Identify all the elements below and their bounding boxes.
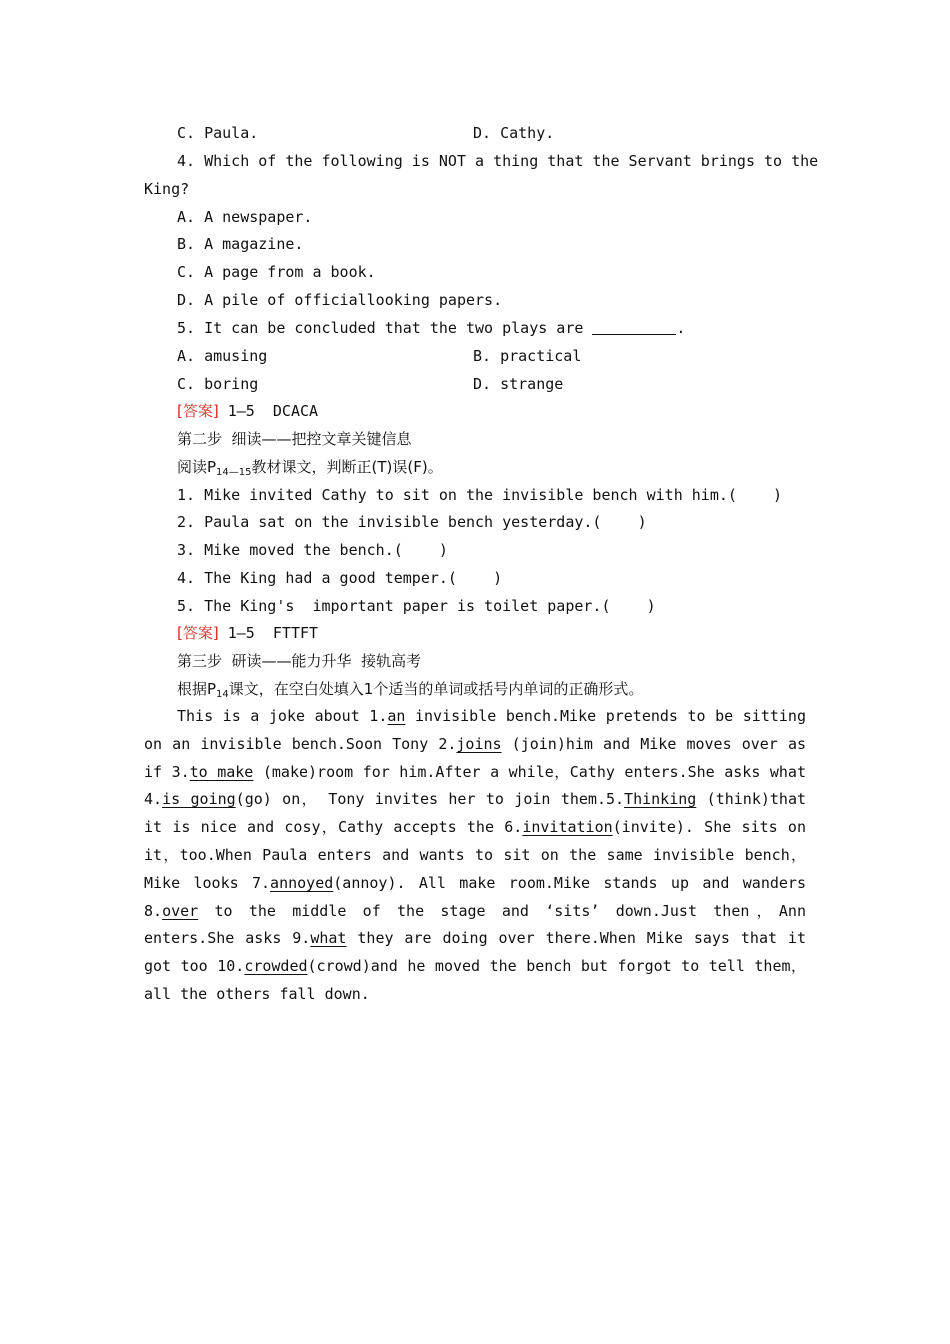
passage-text: (think)that it is nice and cosy，Cathy accepts the 6. — [144, 790, 807, 837]
answer-7: annoyed — [270, 873, 334, 892]
q5-option-d: D. strange — [473, 375, 564, 393]
step3-heading: 第三步 研读——能力升华 接轨高考 — [177, 652, 422, 670]
q5-answer-blank — [592, 320, 676, 335]
q5-stem-text: 5. It can be concluded that the two plays are — [177, 319, 584, 337]
instr-prefix: 根据P — [177, 680, 217, 698]
q5-option-c: C. boring — [177, 375, 259, 393]
passage-text: invisible bench.Mike pretends to be sitting on an invisible bench.Soon Tony 2. — [144, 707, 806, 753]
answer-9: what — [310, 929, 347, 948]
answer-key-1 — [177, 401, 318, 421]
q3-option-d: D. Cathy. — [473, 124, 555, 142]
step3-instruction — [177, 679, 643, 699]
answer-8: over — [162, 901, 199, 920]
step2-instruction — [177, 457, 443, 477]
tf-item-1: 1. Mike invited Cathy to sit on the invisible bench with him.( ) — [177, 486, 783, 504]
answer-text: 1—5 DCACA — [218, 402, 319, 420]
instr-prefix: 阅读P — [177, 458, 217, 476]
cloze-passage — [144, 703, 806, 1009]
answer-6: invitation — [522, 818, 613, 837]
q4-option-d: D. A pile of officiallooking papers. — [177, 291, 503, 309]
q5-stem — [177, 318, 685, 338]
answer-tag: [答案] — [177, 402, 219, 420]
answer-key-2 — [177, 623, 318, 643]
tf-item-2: 2. Paula sat on the invisible bench yesterday.( ) — [177, 513, 647, 531]
answer-1: an — [387, 707, 406, 725]
passage-text: This is a joke about 1. — [177, 707, 388, 725]
tf-item-5: 5. The King's important paper is toilet paper.( ) — [177, 597, 656, 615]
page-ref: 14 — [216, 689, 229, 700]
q5-option-a: A. amusing — [177, 347, 268, 365]
answer-10: crowded — [244, 957, 308, 976]
q5-option-b: B. practical — [473, 347, 582, 365]
answer-tag: [答案] — [177, 624, 219, 642]
step2-heading: 第二步 细读——把控文章关键信息 — [177, 430, 412, 448]
answer-5: Thinking — [624, 790, 697, 809]
passage-text: to the middle of the stage and ‘sits’ down.Just then，Ann enters.She asks 9. — [144, 901, 806, 948]
q4-option-b: B. A magazine. — [177, 235, 304, 253]
passage-text: they are doing over there.When Mike says that it got too 10. — [144, 929, 806, 976]
answer-text: 1—5 FTTFT — [218, 624, 319, 642]
q4-option-a: A. A newspaper. — [177, 208, 313, 226]
answer-2: joins — [456, 734, 502, 753]
passage-text: (annoy). All make room.Mike stands up and wanders 8. — [144, 873, 806, 920]
passage-text: (go) on， Tony invites her to join them.5. — [235, 790, 625, 809]
instr-suffix: 教材课文，判断正(T)误(F)。 — [251, 458, 443, 476]
passage-text: (crowd)and he moved the bench but forgot to tell them，all the others fall down. — [144, 957, 806, 1003]
tf-item-3: 3. Mike moved the bench.( ) — [177, 541, 448, 559]
passage-text: (make)room for him.After a while，Cathy enters.She asks what 4. — [144, 762, 806, 809]
passage-text: (join)him and Mike moves over as if 3. — [144, 734, 807, 781]
answer-4: is going — [162, 790, 236, 809]
instr-suffix: 课文，在空白处填入1个适当的单词或括号内单词的正确形式。 — [228, 680, 644, 698]
answer-3: to make — [189, 762, 254, 781]
tf-item-4: 4. The King had a good temper.( ) — [177, 569, 503, 587]
passage-text: (invite). She sits on it，too.When Paula enters and wants to sit on the same invisible bench， Mike looks 7. — [144, 818, 806, 892]
q3-option-c: C. Paula. — [177, 124, 259, 142]
page-ref: 14—15 — [216, 467, 252, 478]
q4-stem-line1: 4. Which of the following is NOT a thing that the Servant brings to the — [177, 152, 819, 170]
q5-stem-end: . — [676, 319, 686, 337]
q4-option-c: C. A page from a book. — [177, 263, 376, 281]
q4-stem-line2: King? — [144, 180, 190, 198]
